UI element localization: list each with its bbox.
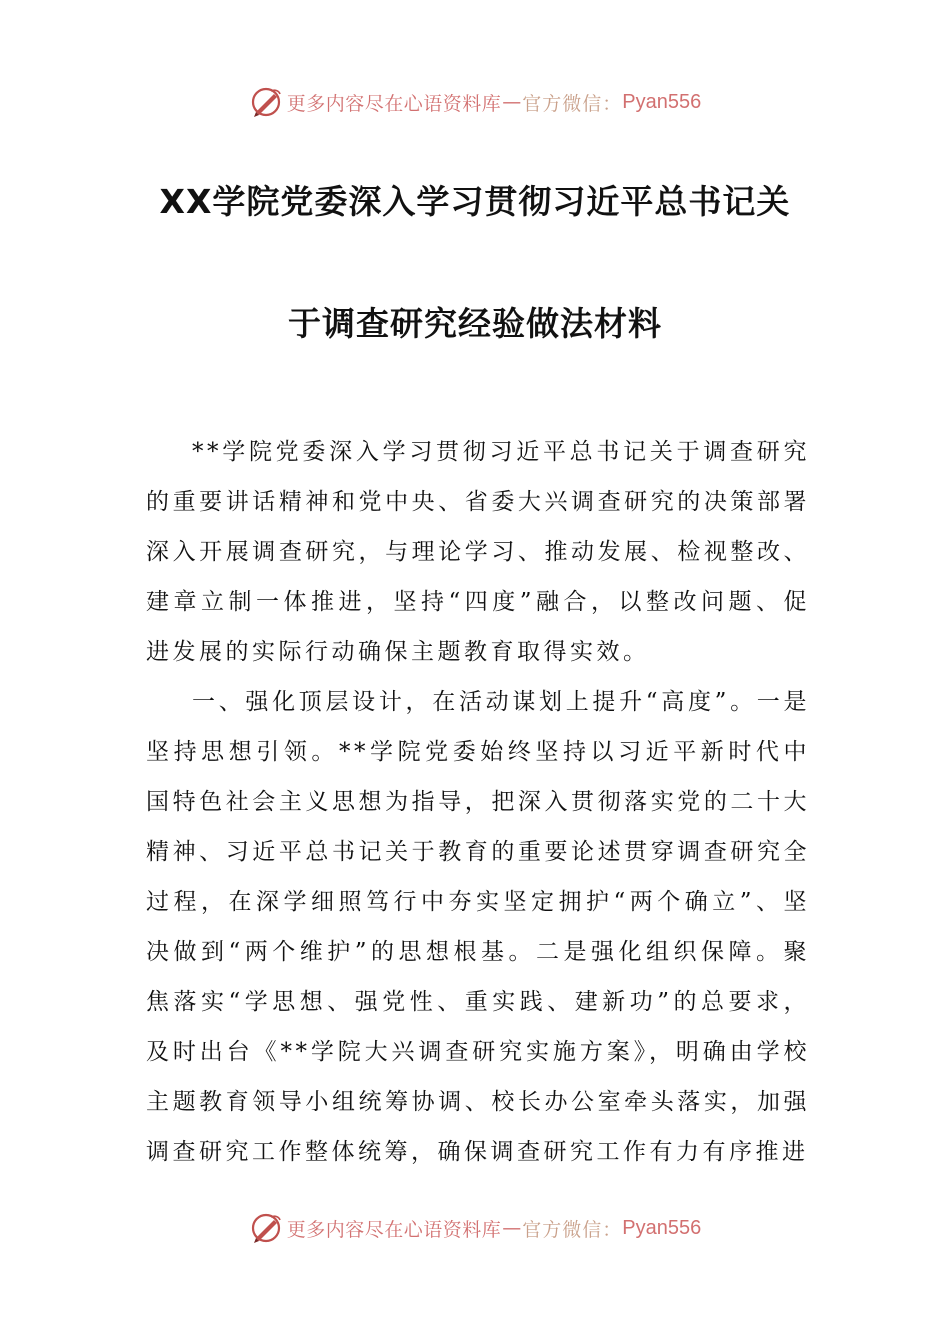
watermark-text: 更多内容尽在心语资料库	[286, 92, 502, 115]
watermark-contact-label: 官方微信：	[522, 92, 623, 115]
document-body	[146, 427, 810, 1177]
document-title-line-1: XX学院党委深入学习贯彻习近平总书记关	[159, 182, 791, 221]
watermark-banner-bottom	[0, 1208, 950, 1248]
watermark-text: 更多内容尽在心语资料库	[286, 1218, 502, 1241]
pen-logo-icon	[249, 85, 283, 119]
watermark-contact-id: Pyan556	[622, 1216, 702, 1239]
pen-logo-icon	[249, 1211, 283, 1245]
body-paragraph: **学院党委深入学习贯彻习近平总书记关于调查研究的重要讲话精神和党中央、省委大兴调查研究的决策部署深入开展调查研究，与理论学习、推动发展、检视整改、建章立制一体推进，坚持“四度”融合，以整改问题、促进发展的实际行动确保主题教育取得实效。	[146, 439, 810, 665]
watermark-banner-top	[0, 82, 950, 122]
watermark-separator: —	[502, 91, 522, 113]
watermark-separator: —	[502, 1217, 522, 1239]
document-title-line-2: 于调查研究经验做法材料	[288, 304, 662, 343]
body-paragraph: 一、强化顶层设计，在活动谋划上提升“高度”。一是坚持思想引领。**学院党委始终坚持以习近平新时代中国特色社会主义思想为指导，把深入贯彻落实党的二十大精神、习近平总书记关于教育的重要论述贯穿调查研究全过程，在深学细照笃行中夯实坚定拥护“两个确立”、坚决做到“两个维护”的思想根基。二是强化组织保障。聚焦落实“学思想、强党性、重实践、建新功”的总要求，及时出台《**学院大兴调查研究实施方案》，明确由学校主题教育领导小组统筹协调、校长办公室牵头落实，加强调查研究工作整体统筹，确保调查研究工作有力有序推进	[146, 689, 810, 1165]
watermark-contact-label: 官方微信：	[522, 1218, 623, 1241]
watermark-contact-id: Pyan556	[622, 90, 702, 113]
